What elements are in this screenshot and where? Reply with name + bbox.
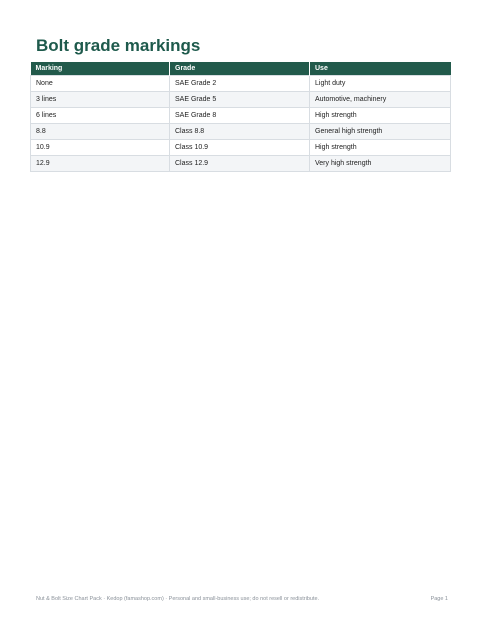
cell-grade: SAE Grade 2 [170,76,310,92]
cell-marking: 10.9 [31,140,170,156]
table-row [31,124,451,140]
cell-grade: Class 8.8 [170,124,310,140]
cell-use: High strength [310,108,451,124]
footer-credit: Nut & Bolt Size Chart Pack · Kedop (famashop.com) · Personal and small-business use; do not resell or redistribute. [36,596,320,602]
cell-grade: SAE Grade 5 [170,92,310,108]
page-number: Page 1 [430,596,448,602]
cell-marking: 12.9 [31,156,170,172]
cell-use: General high strength [310,124,451,140]
cell-marking: None [31,76,170,92]
table-row [31,108,451,124]
column-header-use: Use [310,62,451,76]
column-header-grade: Grade [170,62,310,76]
page-footer [36,596,448,602]
cell-marking: 3 lines [31,92,170,108]
cell-grade: SAE Grade 8 [170,108,310,124]
grade-markings-table [30,62,451,172]
table-row [31,76,451,92]
table-row [31,140,451,156]
cell-marking: 6 lines [31,108,170,124]
cell-grade: Class 10.9 [170,140,310,156]
table-row [31,92,451,108]
column-header-marking: Marking [31,62,170,76]
table-header-row [31,62,451,76]
cell-use: Automotive, machinery [310,92,451,108]
cell-use: High strength [310,140,451,156]
cell-use: Light duty [310,76,451,92]
cell-grade: Class 12.9 [170,156,310,172]
cell-marking: 8.8 [31,124,170,140]
table-row [31,156,451,172]
page-title: Bolt grade markings [36,36,201,55]
cell-use: Very high strength [310,156,451,172]
